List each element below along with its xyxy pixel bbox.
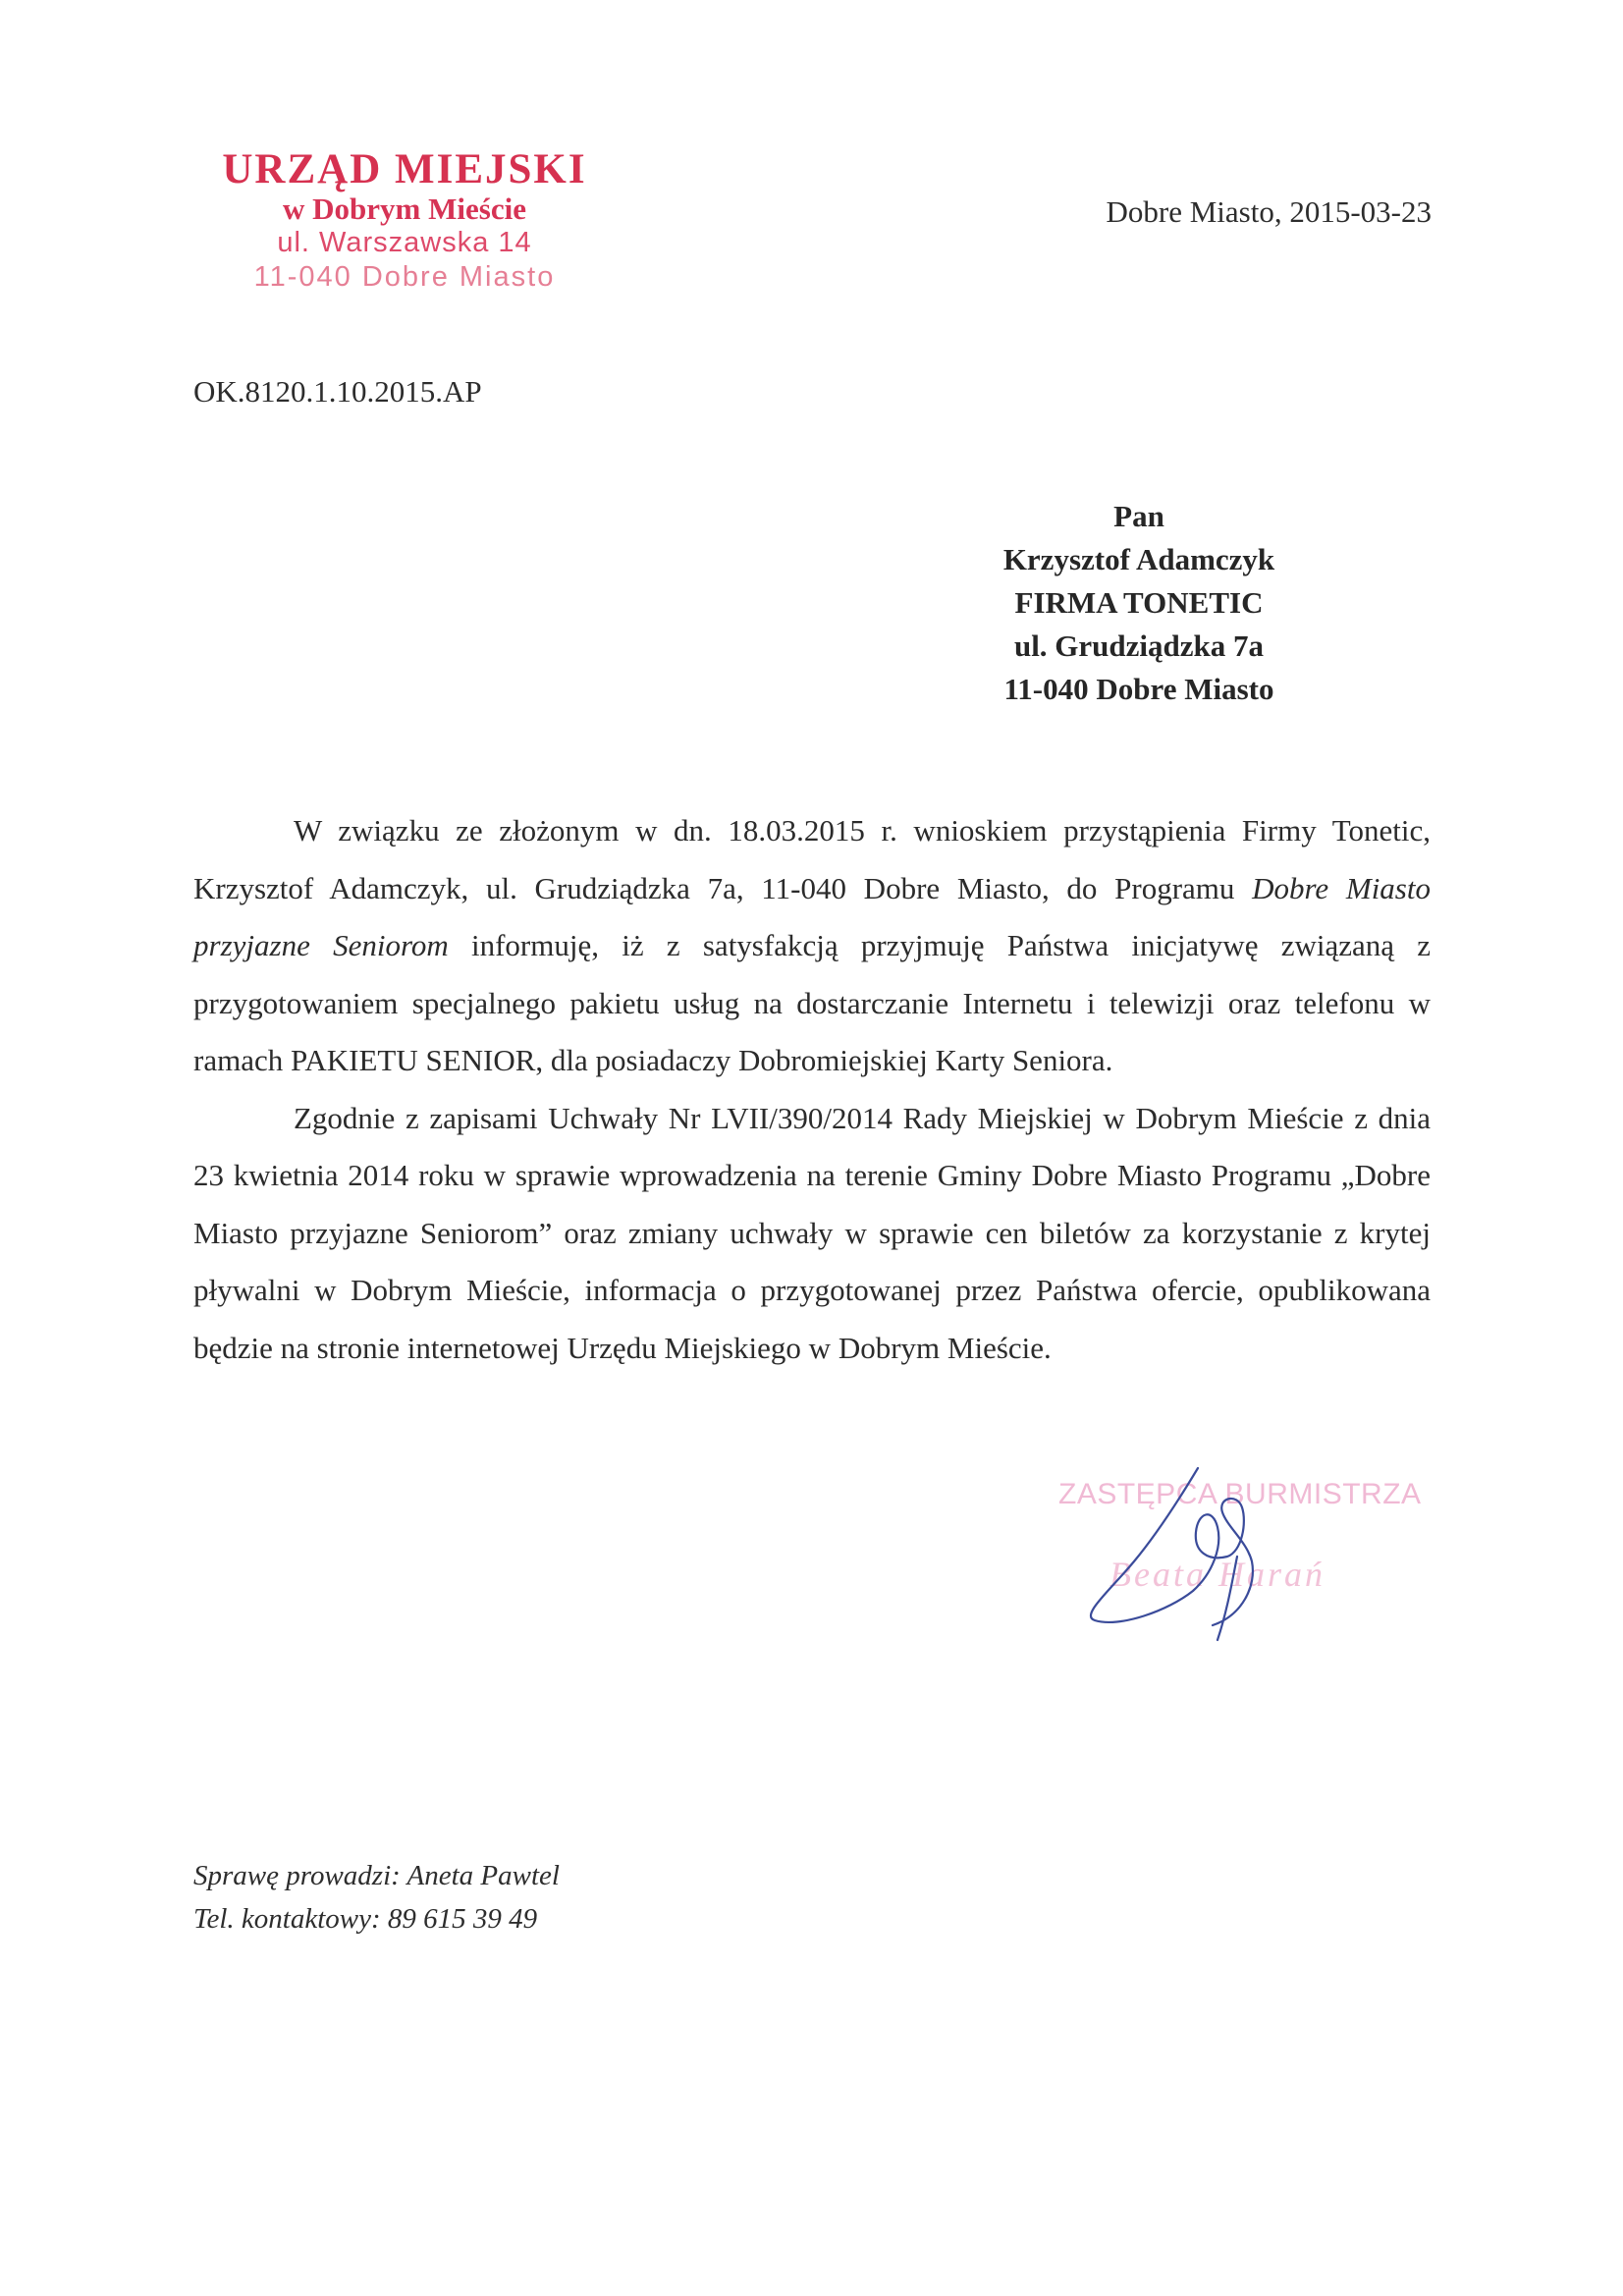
program-name-italic: Dobre Miasto przyjazne Seniorom	[193, 870, 1431, 962]
handwritten-signature-icon	[1051, 1453, 1424, 1660]
recipient-city: 11-040 Dobre Miasto	[1003, 672, 1274, 706]
recipient-company: FIRMA TONETIC	[1014, 585, 1264, 620]
body-paragraph-2: Zgodnie z zapisami Uchwały Nr LVII/390/2014 Rady Miejskiej w Dobrym Mieście z dnia 23 kwietnia 2014 roku w sprawie wprowadzenia na terenie Gminy Dobre Miasto Programu „Dobre Miasto przyjazne Seniorom” oraz zmiany uchwały w sprawie cen biletów za korzystanie z krytej pływalni w Dobrym Mieście, informacja o przygotowanej przez Państwa ofercie, opublikowana będzie na stronie internetowej Urzędu Miejskiego w Dobrym Mieście.	[193, 1100, 1431, 1365]
signature-block	[1051, 1453, 1424, 1660]
stamp-postal-city: 11-040 Dobre Miasto	[253, 261, 556, 293]
contact-phone: Tel. kontaktowy: 89 615 39 49	[193, 1903, 538, 1935]
paragraph-1-text-a: W związku ze złożonym w dn. 18.03.2015 r. wnioskiem przystąpienia Firmy Tonetic, Krzysztof Adamczyk, ul. Grudziądzka 7a, 11-040 Dobre Miasto, do Programu	[193, 813, 1431, 905]
recipient-street: ul. Grudziądzka 7a	[1013, 629, 1265, 663]
recipient-salutation: Pan	[1113, 499, 1164, 533]
signature-title-stamp: ZASTĘPCA BURMISTRZA	[1058, 1478, 1422, 1510]
body-paragraph-1	[193, 802, 1431, 1090]
stamp-street: ul. Warszawska 14	[277, 227, 532, 258]
reference-number: OK.8120.1.10.2015.AP	[193, 374, 482, 409]
stamp-office-location: w Dobrym Mieście	[283, 191, 526, 226]
recipient-name: Krzysztof Adamczyk	[1002, 542, 1275, 576]
paragraph-1-text-b: informuję, iż z satysfakcją przyjmuję Państwa inicjatywę związaną z przygotowaniem specjalnego pakietu usług na dostarczanie Internetu i telewizji oraz telefonu w ramach PAKIETU SENIOR, dla posiadaczy Dobromiejskiej Karty Seniora.	[193, 928, 1432, 1077]
letter-footer	[193, 1854, 560, 1941]
signature-name-stamp: Beata Harań	[1109, 1555, 1325, 1594]
handled-by: Sprawę prowadzi: Aneta Pawtel	[193, 1860, 560, 1891]
letter-date: Dobre Miasto, 2015-03-23	[1106, 194, 1432, 229]
office-stamp	[218, 147, 591, 295]
recipient-address	[943, 495, 1335, 711]
stamp-office-name: URZĄD MIEJSKI	[222, 146, 587, 192]
letter-body	[193, 802, 1431, 1377]
